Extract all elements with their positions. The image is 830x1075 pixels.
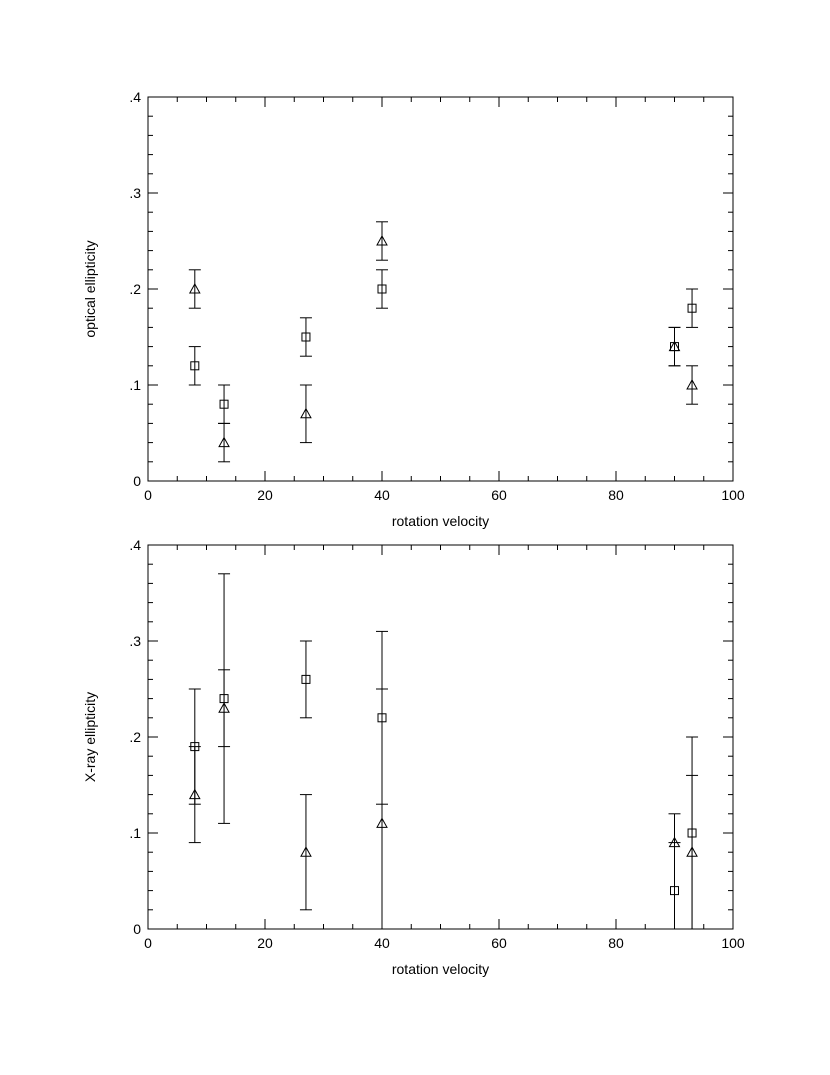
- x-tick-label: 40: [374, 487, 390, 503]
- y-tick-label: .3: [129, 633, 141, 649]
- y-tick-labels: [129, 537, 141, 937]
- error-bars: [189, 222, 698, 462]
- x-tick-labels: [144, 935, 745, 951]
- y-axis-label: X-ray ellipticity: [82, 691, 98, 783]
- plot-frame: [148, 545, 733, 929]
- y-tick-labels: [129, 89, 141, 489]
- y-tick-label: .3: [129, 185, 141, 201]
- x-tick-label: 80: [608, 487, 624, 503]
- axis-ticks: [148, 97, 733, 481]
- y-tick-label: 0: [133, 921, 141, 937]
- y-tick-label: .2: [129, 281, 141, 297]
- x-tick-label: 40: [374, 935, 390, 951]
- data-markers: [190, 236, 697, 447]
- axis-ticks: [148, 545, 733, 929]
- y-tick-label: .1: [129, 377, 141, 393]
- y-tick-label: 0: [133, 473, 141, 489]
- x-tick-label: 20: [257, 935, 273, 951]
- x-tick-label: 0: [144, 935, 152, 951]
- x-axis-label: rotation velocity: [391, 961, 490, 977]
- data-markers: [190, 675, 697, 894]
- x-tick-label: 60: [491, 935, 507, 951]
- x-tick-label: 100: [721, 935, 745, 951]
- x-tick-label: 80: [608, 935, 624, 951]
- x-tick-label: 60: [491, 487, 507, 503]
- x-tick-label: 100: [721, 487, 745, 503]
- y-axis-label: optical ellipticity: [82, 240, 98, 338]
- y-tick-label: .4: [129, 537, 141, 553]
- x-axis-label: rotation velocity: [391, 513, 490, 529]
- y-tick-label: .4: [129, 89, 141, 105]
- x-tick-label: 0: [144, 487, 152, 503]
- optical-ellipticity-panel: [82, 89, 745, 529]
- x-tick-labels: [144, 487, 745, 503]
- y-tick-label: .1: [129, 825, 141, 841]
- x-ray-ellipticity-panel: [82, 537, 745, 977]
- y-tick-label: .2: [129, 729, 141, 745]
- plot-frame: [148, 97, 733, 481]
- error-bars: [189, 574, 698, 929]
- x-tick-label: 20: [257, 487, 273, 503]
